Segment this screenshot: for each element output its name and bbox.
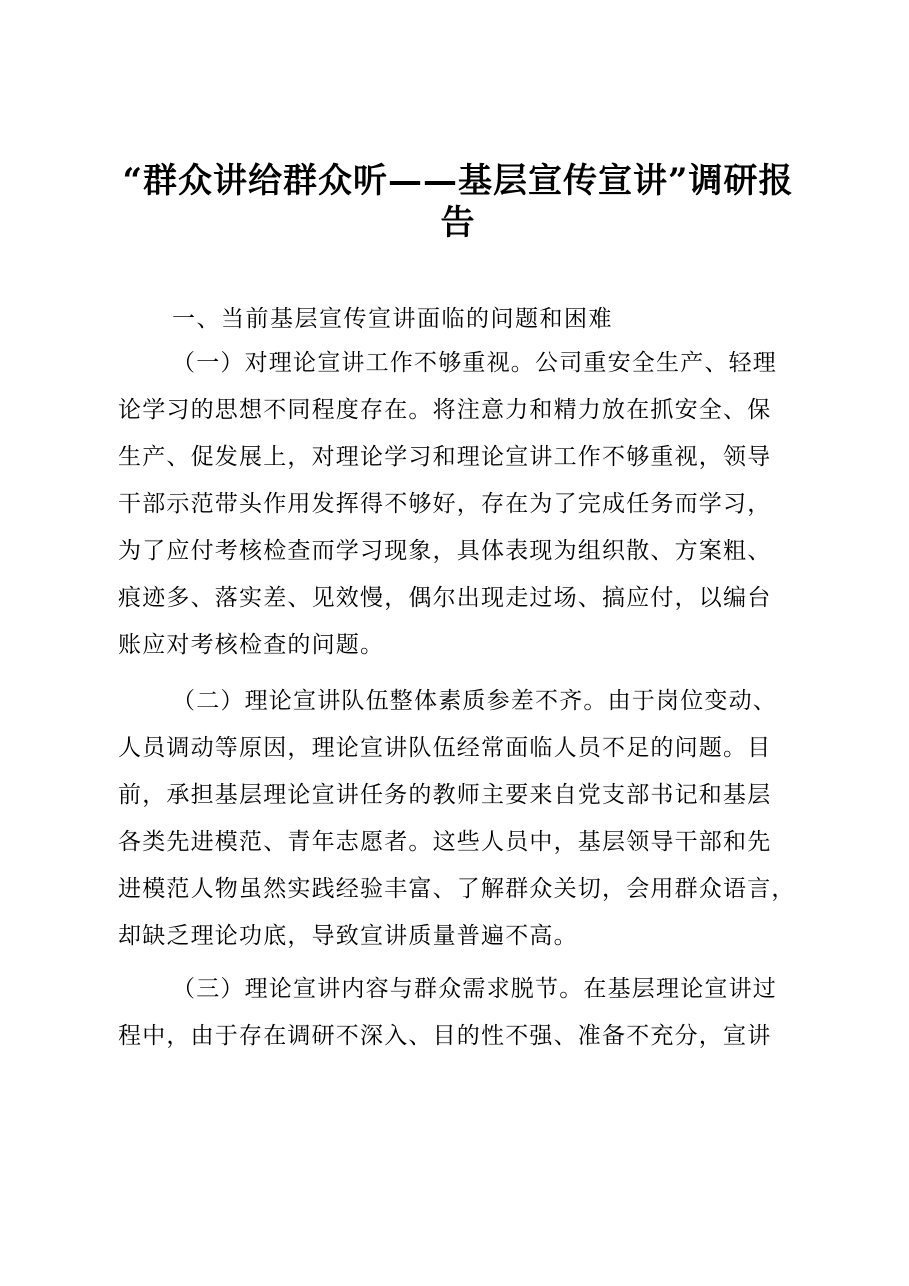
paragraph-line: 账应对考核检查的问题。 bbox=[118, 632, 385, 658]
paragraph-line: （三）理论宣讲内容与群众需求脱节。在基层理论宣讲过 bbox=[172, 976, 777, 1002]
document-title bbox=[118, 160, 798, 244]
paragraph-2 bbox=[118, 678, 798, 960]
paragraph-line: 为了应付考核检查而学习现象，具体表现为组织散、方案粗、 bbox=[118, 538, 772, 564]
title-line: 告 bbox=[440, 203, 476, 243]
section-heading: 一、当前基层宣传宣讲面临的问题和困难 bbox=[172, 306, 613, 332]
paragraph-line: 人员调动等原因，理论宣讲队伍经常面临人员不足的问题。目 bbox=[118, 735, 772, 761]
paragraph-3 bbox=[118, 966, 798, 1060]
title-line: “群众讲给群众听——基层宣传宣讲”调研报 bbox=[122, 161, 794, 201]
paragraph-line: （二）理论宣讲队伍整体素质参差不齐。由于岗位变动、 bbox=[172, 688, 777, 714]
paragraph-line: 各类先进模范、青年志愿者。这些人员中，基层领导干部和先 bbox=[118, 829, 772, 855]
paragraph-line: 干部示范带头作用发挥得不够好，存在为了完成任务而学习， bbox=[118, 491, 772, 517]
paragraph-1 bbox=[118, 340, 798, 669]
paragraph-line: 论学习的思想不同程度存在。将注意力和精力放在抓安全、保 bbox=[118, 397, 772, 423]
paragraph-line: 程中，由于存在调研不深入、目的性不强、准备不充分，宣讲 bbox=[118, 1023, 772, 1049]
paragraph-line: 痕迹多、落实差、见效慢，偶尔出现走过场、搞应付，以编台 bbox=[118, 585, 772, 611]
paragraph-line: 前，承担基层理论宣讲任务的教师主要来自党支部书记和基层 bbox=[118, 782, 772, 808]
paragraph-line: 进模范人物虽然实践经验丰富、了解群众关切，会用群众语言， bbox=[118, 876, 796, 902]
paragraph-line: 生产、促发展上，对理论学习和理论宣讲工作不够重视，领导 bbox=[118, 444, 772, 470]
paragraph-line: 却缺乏理论功底，导致宣讲质量普遍不高。 bbox=[118, 923, 578, 949]
paragraph-line: （一）对理论宣讲工作不够重视。公司重安全生产、轻理 bbox=[172, 350, 777, 376]
